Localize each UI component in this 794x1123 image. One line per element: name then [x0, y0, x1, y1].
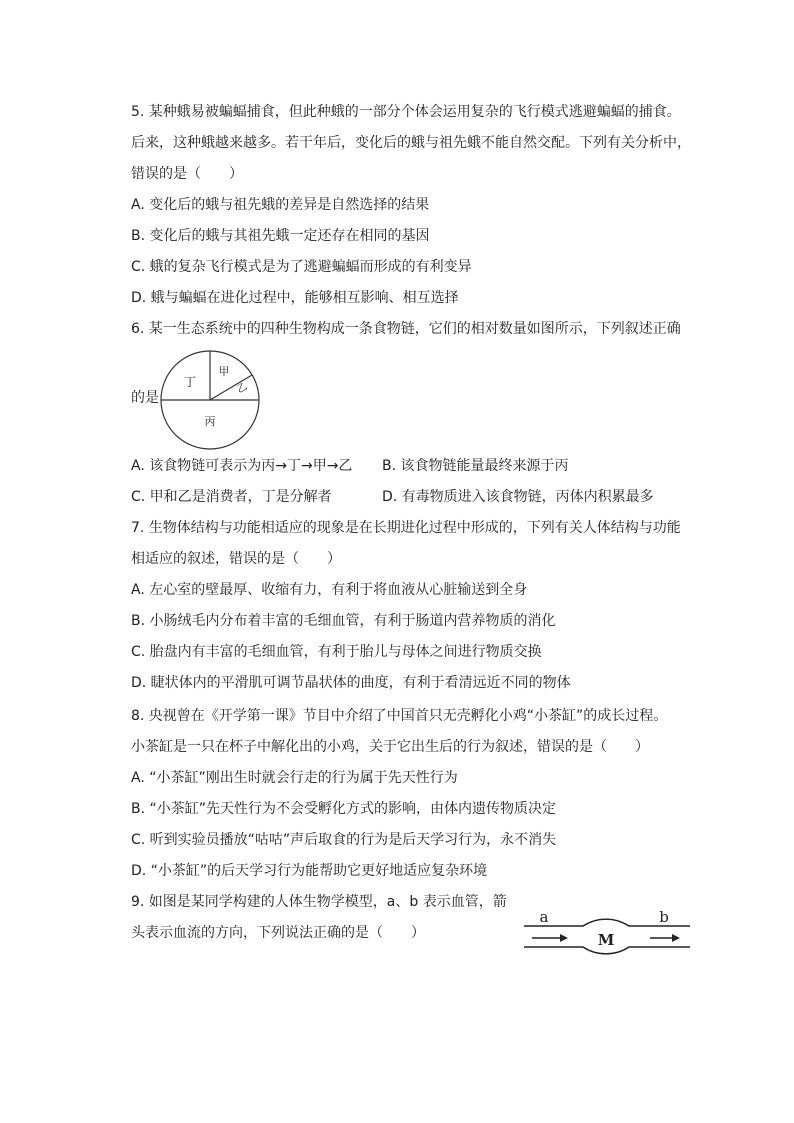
q6-option-b: B. 该食物链能量最终来源于丙 — [382, 458, 569, 474]
q5-option-a: A. 变化后的蛾与祖先蛾的差异是自然选择的结果 — [131, 197, 430, 213]
q8-stem-line-1: 8. 央视曾在《开学第一课》节目中介绍了中国首只无壳孵化小鸡“小茶缸”的成长过程。 — [131, 708, 668, 724]
q8-option-a: A. “小茶缸”刚出生时就会行走的行为属于先天性行为 — [131, 770, 458, 786]
q8-option-d: D. “小茶缸”的后天学习行为能帮助它更好地适应复杂环境 — [131, 863, 488, 879]
vessel-label-b: b — [659, 908, 669, 926]
q6-option-d: D. 有毒物质进入该食物链，丙体内积累最多 — [382, 489, 654, 505]
q5-option-c: C. 蛾的复杂飞行模式是为了逃避蝙蝠而形成的有利变异 — [131, 259, 472, 275]
q8-option-c: C. 听到实验员播放“咕咕”声后取食的行为是后天学习行为，永不消失 — [131, 832, 557, 848]
q8-option-b: B. “小茶缸”先天性行为不会受孵化方式的影响，由体内遗传物质决定 — [131, 801, 557, 817]
pie-label-bing: 丙 — [204, 415, 216, 428]
q5-option-b: B. 变化后的蛾与其祖先蛾一定还存在相同的基因 — [131, 228, 430, 244]
q6-pie-figure — [159, 349, 261, 451]
q6-stem-line-2: 的是 — [131, 390, 159, 406]
vessel-label-a: a — [539, 908, 549, 926]
pie-label-ding: 丁 — [183, 375, 197, 389]
q5-option-d: D. 蛾与蝙蝠在进化过程中，能够相互影响、相互选择 — [131, 290, 459, 306]
q7-option-a: A. 左心室的壁最厚、收缩有力，有利于将血液从心脏输送到全身 — [131, 582, 528, 598]
q7-option-b: B. 小肠绒毛内分布着丰富的毛细血管，有利于肠道内营养物质的消化 — [131, 613, 556, 629]
q6-option-c: C. 甲和乙是消费者，丁是分解者 — [131, 489, 332, 505]
q9-stem-line-1: 9. 如图是某同学构建的人体生物学模型，a、b 表示血管，箭 — [131, 894, 507, 910]
q7-option-c: C. 胎盘内有丰富的毛细血管，有利于胎儿与母体之间进行物质交换 — [131, 644, 542, 660]
q5-stem-line-3: 错误的是（ ） — [131, 166, 243, 182]
q9-stem-line-2: 头表示血流的方向，下列说法正确的是（ ） — [131, 925, 425, 941]
q5-stem-line-1: 5. 某种蛾易被蝙蝠捕食，但此种蛾的一部分个体会运用复杂的飞行模式逃避蝙蝠的捕食。 — [131, 104, 681, 120]
q6-option-a: A. 该食物链可表示为丙→丁→甲→乙 — [131, 458, 353, 474]
q5-stem-line-2: 后来，这种蛾越来越多。若干年后，变化后的蛾与祖先蛾不能自然交配。下列有关分析中， — [131, 135, 691, 151]
q7-option-d: D. 睫状体内的平滑肌可调节晶状体的曲度，有利于看清远近不同的物体 — [131, 675, 571, 691]
q8-stem-line-2: 小茶缸是一只在杯子中解化出的小鸡，关于它出生后的行为叙述，错误的是（ ） — [131, 739, 649, 755]
pie-label-yi: 乙 — [235, 381, 250, 396]
q6-stem-line-1: 6. 某一生态系统中的四种生物构成一条食物链，它们的相对数量如图所示，下列叙述正确 — [131, 321, 681, 337]
q9-vessel-diagram — [522, 893, 692, 985]
q7-stem-line-1: 7. 生物体结构与功能相适应的现象是在长期进化过程中形成的，下列有关人体结构与功能 — [131, 520, 681, 536]
organ-label-m: M — [597, 931, 615, 949]
q7-stem-line-2: 相适应的叙述，错误的是（ ） — [131, 551, 341, 567]
pie-label-jia: 甲 — [218, 365, 230, 378]
